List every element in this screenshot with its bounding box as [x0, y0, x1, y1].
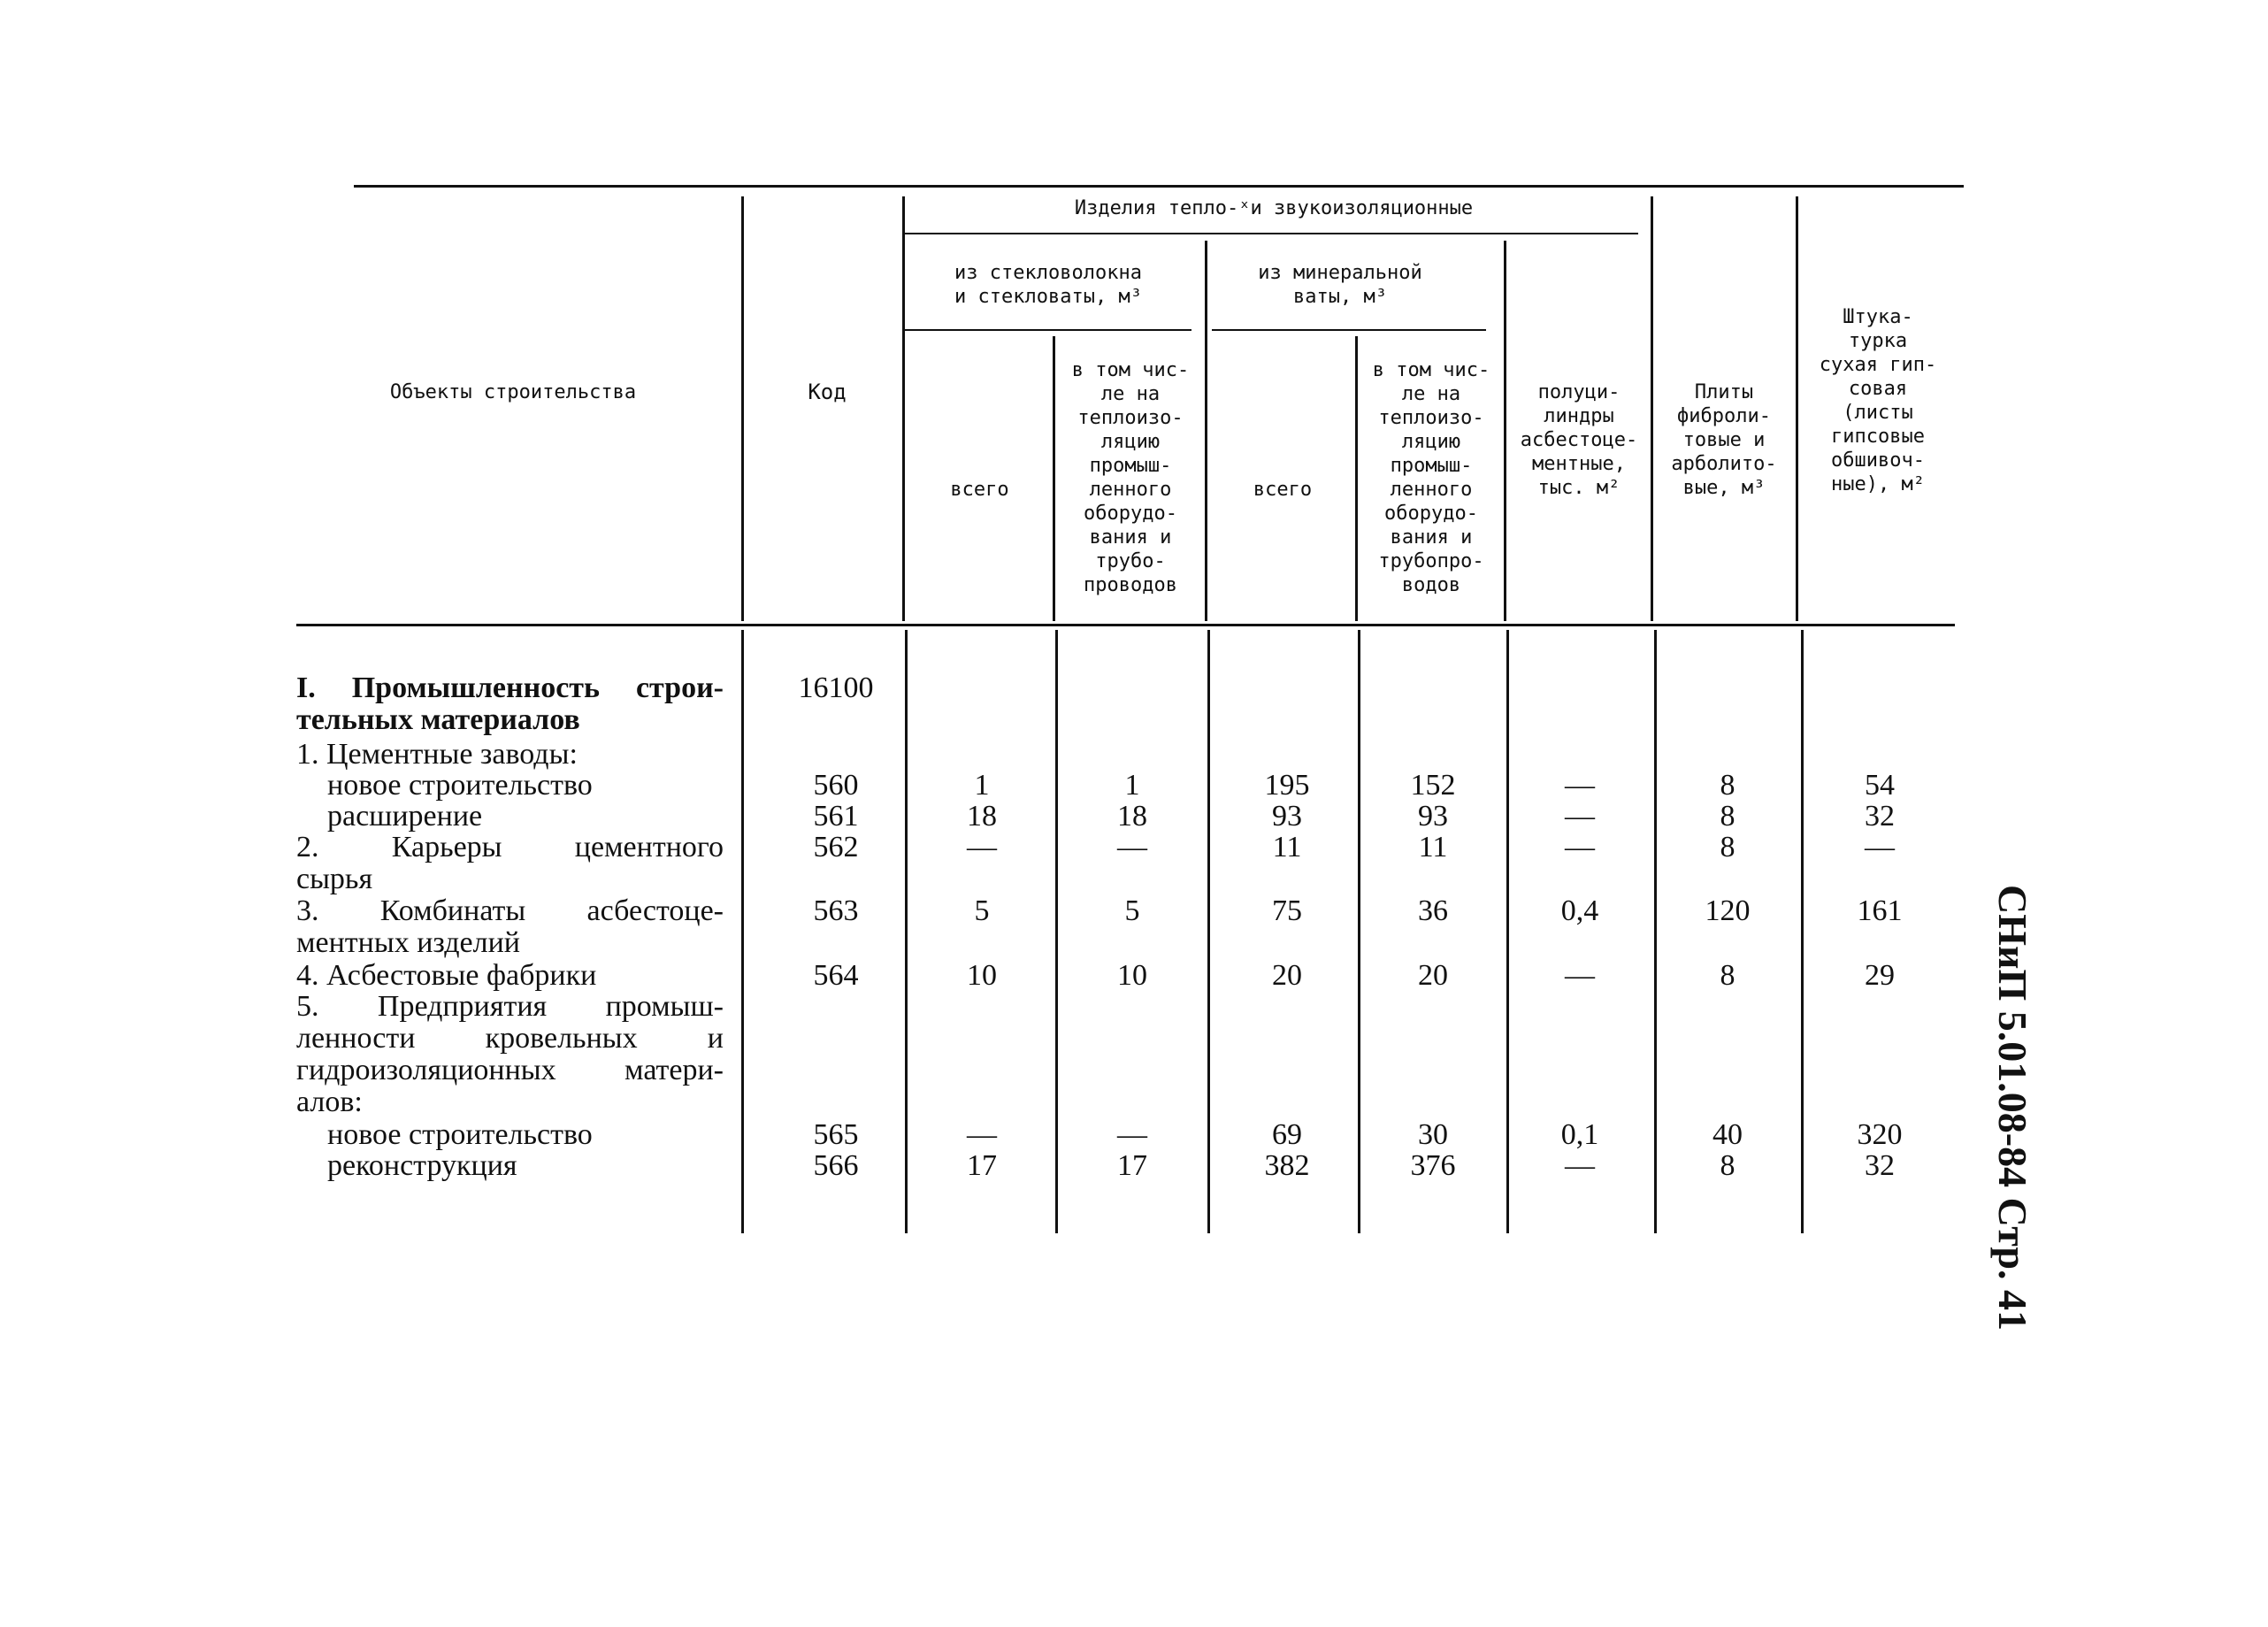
row-code: 560 [813, 769, 859, 802]
table-cell: 320 [1857, 1118, 1903, 1151]
table-cell: 30 [1418, 1118, 1448, 1151]
header-glass-total: всего [950, 479, 1009, 501]
vrule-code-left-hdr [741, 196, 744, 621]
header-half-cylinders: полуци- линдры асбестоце- ментные, тыс. м² [1520, 381, 1638, 499]
top-rule [354, 185, 1964, 188]
row-name: реконструкция [327, 1149, 517, 1182]
table-cell: 8 [1720, 800, 1735, 833]
table-cell: 8 [1720, 769, 1735, 802]
table-cell: 10 [1117, 959, 1147, 992]
vrule-plaster-left [1801, 630, 1804, 1233]
header-plates: Плиты фиброли- товые и арболито- вые, м³ [1671, 381, 1777, 499]
row-name: I. Промышленность строи- [296, 672, 724, 704]
row-code: 563 [813, 894, 859, 927]
table-cell: — [1865, 831, 1895, 863]
row-name: ментных изделий [296, 926, 520, 959]
table-cell: 54 [1865, 769, 1895, 802]
vrule-mineral-mid-hdr [1355, 336, 1358, 621]
table-cell: 152 [1410, 769, 1456, 802]
row-name: 3. Комбинаты асбестоце- [296, 894, 724, 927]
table-cell: 11 [1418, 831, 1448, 863]
row-name: алов: [296, 1086, 363, 1118]
vrule-glass-mid [1055, 630, 1058, 1233]
table-cell: — [1565, 769, 1595, 802]
group-rule [904, 233, 1638, 234]
row-code: 561 [813, 800, 859, 833]
table-cell: — [1117, 1118, 1147, 1151]
row-name: сырья [296, 863, 373, 895]
vrule-mineral-mid [1358, 630, 1360, 1233]
table-cell: 69 [1272, 1118, 1302, 1151]
table-cell: — [1565, 831, 1595, 863]
table-cell: 376 [1410, 1149, 1456, 1182]
table-cell: 18 [967, 800, 997, 833]
header-mineral-group: из минеральной ваты, м³ [1258, 262, 1422, 308]
table-cell: — [1565, 800, 1595, 833]
table-cell: 8 [1720, 831, 1735, 863]
table-cell: 93 [1418, 800, 1448, 833]
row-code: 566 [813, 1149, 859, 1182]
header-glass-incl: в том чис- ле на теплоизо- ляцию промыш- ленного оборудо- вания и трубо- проводов [1071, 359, 1190, 596]
table-cell: 11 [1272, 831, 1302, 863]
table-cell: 18 [1117, 800, 1147, 833]
table-cell: 93 [1272, 800, 1302, 833]
header-mineral-incl: в том чис- ле на теплоизо- ляцию промыш- ленного оборудо- вания и трубопро- водов [1372, 359, 1490, 596]
glass-rule [904, 329, 1191, 331]
table-cell: 1 [1124, 769, 1140, 802]
table-cell: — [967, 1118, 997, 1151]
table-cell: 8 [1720, 1149, 1735, 1182]
row-code: 16100 [798, 672, 874, 704]
row-code: 564 [813, 959, 859, 992]
row-name: расширение [327, 800, 483, 833]
table-cell: 5 [974, 894, 990, 927]
row-name: 1. Цементные заводы: [296, 738, 578, 771]
vrule-mineral-left-hdr [1205, 241, 1207, 621]
header-glass-group: из стекловолокна и стекловаты, м³ [954, 262, 1142, 308]
table-cell: 17 [1117, 1149, 1147, 1182]
row-name: гидроизоляционных матери- [296, 1054, 724, 1086]
vrule-halfcyl-left-hdr [1504, 241, 1506, 621]
vrule-mineral-left [1207, 630, 1210, 1233]
table-cell: — [1117, 831, 1147, 863]
table-cell: 120 [1705, 894, 1751, 927]
row-name: новое строительство [327, 1118, 593, 1151]
table-cell: 17 [967, 1149, 997, 1182]
row-name: ленности кровельных и [296, 1022, 724, 1055]
table-cell: 32 [1865, 1149, 1895, 1182]
vrule-glass-left [905, 630, 908, 1233]
table-cell: 0,1 [1560, 1118, 1599, 1151]
table-cell: 10 [967, 959, 997, 992]
table-cell: 5 [1124, 894, 1140, 927]
table-cell: 1 [974, 769, 990, 802]
vrule-code-left [741, 630, 744, 1233]
table-cell: — [1565, 959, 1595, 992]
table-cell: 0,4 [1560, 894, 1599, 927]
table-cell: 382 [1264, 1149, 1310, 1182]
header-group-title: Изделия тепло-ˣи звукоизоляционные [1074, 197, 1474, 219]
table-cell: 32 [1865, 800, 1895, 833]
vrule-halfcyl-left [1506, 630, 1509, 1233]
vrule-glass-mid-hdr [1053, 336, 1055, 621]
row-name: 2. Карьеры цементного [296, 831, 724, 863]
vrule-glass-left-hdr [902, 196, 905, 621]
vrule-plates-left [1654, 630, 1657, 1233]
header-plaster: Штука- турка сухая гип- совая (листы гипсовые обшивоч- ные), м² [1819, 306, 1937, 495]
table-cell: 75 [1272, 894, 1302, 927]
table-cell: 29 [1865, 959, 1895, 992]
header-bottom-rule [296, 624, 1955, 626]
row-name: 5. Предприятия промыш- [296, 990, 724, 1023]
table-cell: — [1565, 1149, 1595, 1182]
row-name: новое строительство [327, 769, 593, 802]
table-cell: — [967, 831, 997, 863]
table-cell: 8 [1720, 959, 1735, 992]
vrule-plates-left-hdr [1651, 196, 1653, 621]
table-cell: 20 [1272, 959, 1302, 992]
table-cell: 40 [1712, 1118, 1743, 1151]
table-cell: 195 [1264, 769, 1310, 802]
mineral-rule [1212, 329, 1486, 331]
table-cell: 36 [1418, 894, 1448, 927]
side-running-head: СНиП 5.01.08-84 Стр. 41 [1990, 885, 2035, 1331]
row-code: 562 [813, 831, 859, 863]
row-name: 4. Асбестовые фабрики [296, 959, 597, 992]
table-cell: 161 [1857, 894, 1903, 927]
table-cell: 20 [1418, 959, 1448, 992]
header-mineral-total: всего [1253, 479, 1313, 501]
row-code: 565 [813, 1118, 859, 1151]
header-code: Код [808, 380, 847, 404]
row-name: тельных материалов [296, 703, 580, 736]
header-objects: Объекты строительства [389, 381, 637, 403]
